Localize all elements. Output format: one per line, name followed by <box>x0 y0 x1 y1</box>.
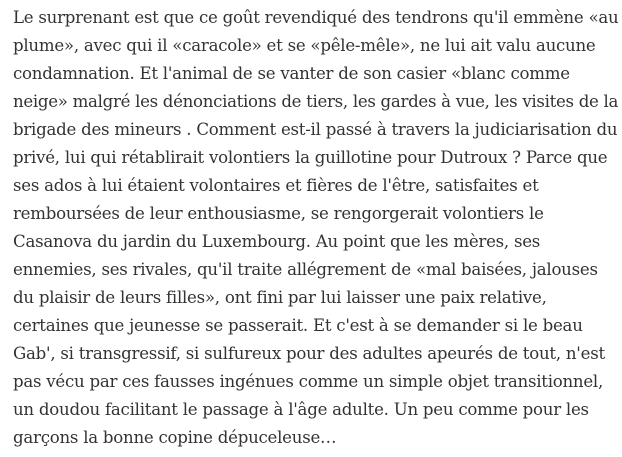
paragraph-line: neige» malgré les dénonciations de tiers, les gardes à vue, les visites de la <box>13 92 619 111</box>
paragraph-line: ennemies, ses rivales, qu'il traite allégrement de «mal baisées, jalouses <box>13 260 598 279</box>
paragraph-line: Le surprenant est que ce goût revendiqué des tendrons qu'il emmène «au <box>13 8 619 27</box>
paragraph-line: Gab', si transgressif, si sulfureux pour des adultes apeurés de tout, n'est <box>13 344 605 363</box>
paragraph-line: certaines que jeunesse se passerait. Et c'est à se demander si le beau <box>13 316 583 335</box>
paragraph-line: du plaisir de leurs filles», ont fini par lui laisser une paix relative, <box>13 288 547 307</box>
article-paragraph <box>13 4 618 452</box>
paragraph-line: garçons la bonne copine dépuceleuse… <box>13 428 337 447</box>
paragraph-line: Casanova du jardin du Luxembourg. Au point que les mères, ses <box>13 232 541 251</box>
paragraph-line: ses ados à lui étaient volontaires et fières de l'être, satisfaites et <box>13 176 539 195</box>
paragraph-line: brigade des mineurs . Comment est-il passé à travers la judiciarisation du <box>13 120 618 139</box>
paragraph-line: condamnation. Et l'animal de se vanter de son casier «blanc comme <box>13 64 570 83</box>
paragraph-line: privé, lui qui rétablirait volontiers la guillotine pour Dutroux ? Parce que <box>13 148 608 167</box>
paragraph-line: pas vécu par ces fausses ingénues comme un simple objet transitionnel, <box>13 372 604 391</box>
paragraph-line: remboursées de leur enthousiasme, se rengorgerait volontiers le <box>13 204 544 223</box>
paragraph-line: plume», avec qui il «caracole» et se «pêle-mêle», ne lui ait valu aucune <box>13 36 596 55</box>
paragraph-line: un doudou facilitant le passage à l'âge adulte. Un peu comme pour les <box>13 400 589 419</box>
